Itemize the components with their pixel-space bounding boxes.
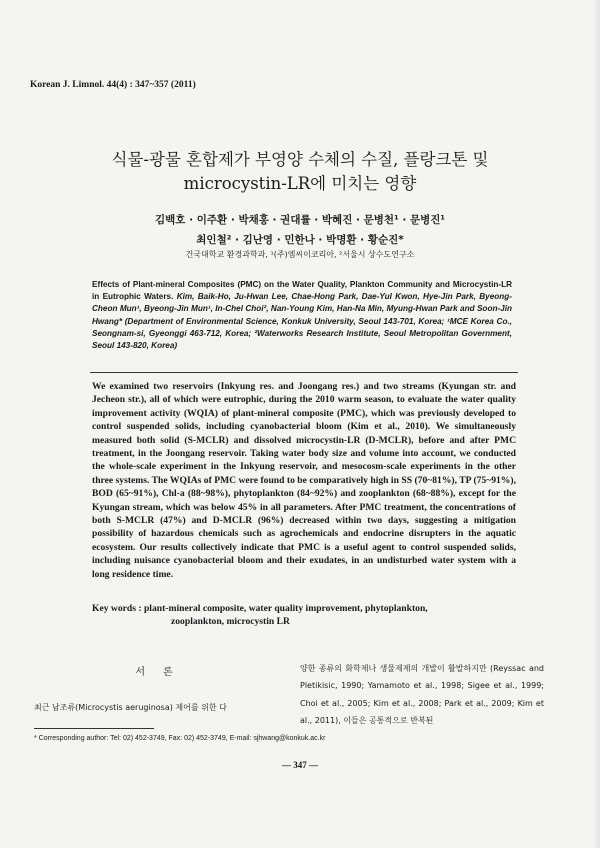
- keywords: [92, 602, 516, 629]
- scan-edge-shadow: [592, 0, 600, 848]
- journal-citation: Korean J. Limnol. 44(4) : 347~357 (2011): [30, 80, 196, 90]
- right-column-body: 양한 종류의 화학제나 생물제제의 개발이 활발하지만 (Reyssac and Pletikisic, 1990; Yamamoto et al., 1998; Sigee et al., 1999; Choi et al., 2005; Kim et al., 2008; Park et al., 2009; Kim et al., 2011), 이들은 공통적으로 반복된: [300, 664, 544, 726]
- abstract-top-rule: [90, 372, 518, 373]
- english-title: Effects of Plant-mineral Composites (PMC) on the Water Quality, Plankton Community and Microcystin-LR in Eutrophic Waters.: [92, 280, 512, 302]
- corresponding-author-footnote: * Corresponding author: Tel: 02) 452-3749, Fax: 02) 452-3749, E-mail: sjhwang@konkuk.ac.kr: [34, 735, 326, 742]
- authors-line1: 김백호 · 이주환 · 박채홍 · 권대률 · 박혜진 · 문병천¹ · 문병진¹: [155, 214, 445, 226]
- footnote-rule: [34, 728, 154, 729]
- page-number: — 347 —: [282, 760, 318, 770]
- keywords-label: Key words :: [92, 603, 142, 614]
- english-authors-affiliations: Kim, Baik-Ho, Ju-Hwan Lee, Chae-Hong Park, Dae-Yul Kwon, Hye-Jin Park, Byeong-Cheon Mun¹, Byeong-Jin Mun¹, In-Chel Choi², Nan-Young Kim, Han-Na Min, Myung-Hwan Park and Soon-Jin Hwang* (Department of Environmental Science, Konkuk University, Seoul 143-701, Korea; ¹MCE Korea Co., Seongnam-si, Gyeonggi 463-712, Korea; ²Waterworks Research Institute, Seoul Metropolitan Government, Seoul 143-820, Korea): [92, 292, 512, 351]
- left-column-body: 최근 남조류(Microcystis aeruginosa) 제어를 위한 다: [34, 703, 227, 712]
- korean-title-line2: microcystin-LR에 미치는 영향: [183, 174, 417, 193]
- section-heading-introduction: 서론: [135, 667, 191, 678]
- affiliations: 건국대학교 환경과학과, ¹(주)엠씨이코리아, ²서울시 상수도연구소: [185, 250, 415, 259]
- abstract-text: We examined two reservoirs (Inkyung res. and Joongang res.) and two streams (Kyungan str. and Jecheon str.), all of which were eutrophic, during the 2010 warm season, to evaluate the water quality improvement activity (WQIA) of plant-mineral composite (PMC), which was previously developed to control suspended solids, including cyanobacterial bloom (Kim et al., 2010). We simultaneously measured both solid (S-MCLR) and dissolved microcystin-LR (D-MCLR), before and after PMC treatment, in the Joongang reservoir. Taking water body size and volume into account, we conducted the whole-scale experiment in the Inkyung reservoir, and mesocosm-scale experiments in the other three systems. The WQIAs of PMC were found to be comparatively high in SS (70~81%), TP (75~91%), BOD (65~91%), Chl-a (88~98%), phytoplankton (84~92%) and zooplankton (68~88%), except for the Kyungan stream, which was below 45% in all parameters. After PMC treatment, the concentrations of both S-MCLR (47%) and D-MCLR (96%) decreased within two days, suggesting a mitigation possibility of hazardous chemicals such as agrochemicals and endocrine disrupters in the aquatic ecosystem. Our results collectively indicate that PMC is a useful agent to control suspended solids, including nuisance cyanobacterial bloom and their exudates, in an undisturbed water system with a long residence time.: [92, 381, 516, 580]
- keywords-line1: plant-mineral composite, water quality improvement, phytoplankton,: [143, 603, 428, 614]
- keywords-line2: zooplankton, microcystin LR: [171, 616, 290, 628]
- korean-title-line1: 식물-광물 혼합제가 부영양 수체의 수질, 플랑크톤 및: [111, 150, 489, 169]
- authors-line2: 최인철² · 김난영 · 민한나 · 박명환 · 황순진*: [196, 234, 404, 246]
- english-title-block: [92, 279, 512, 352]
